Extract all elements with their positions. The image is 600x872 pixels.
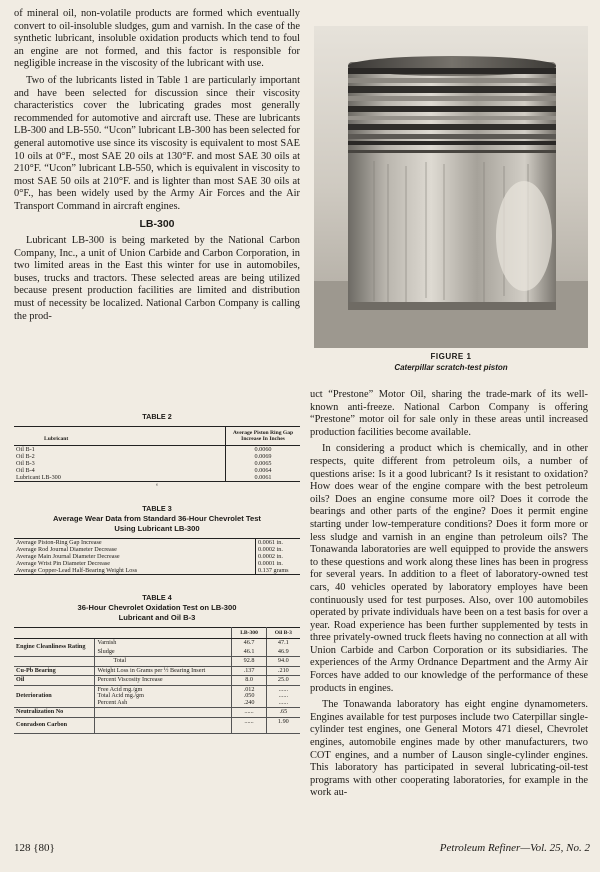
cleanliness-label: Engine Cleanliness Rating — [14, 639, 95, 657]
table-row — [14, 553, 300, 560]
cell-value: 47.1 — [266, 639, 300, 648]
sludge-label: Sludge — [95, 648, 232, 657]
cell-value: 94.0 — [266, 657, 300, 667]
table-row — [14, 676, 300, 686]
piston-illustration — [314, 26, 588, 348]
table-row — [14, 717, 300, 733]
table2-title: TABLE 2 — [142, 412, 172, 421]
cell-value: ...... — [278, 692, 288, 699]
cell-value: .137 — [232, 666, 266, 676]
cell-value: 0.0002 in. — [256, 553, 301, 560]
cell-value: 8.0 — [232, 676, 266, 686]
table4-col-a: LB-300 — [232, 628, 266, 639]
cell-value: 46.1 — [232, 648, 266, 657]
table4 — [14, 627, 300, 734]
deterioration-label: Deterioration — [14, 685, 95, 708]
bearing-label: Cu-Pb Bearing — [14, 666, 95, 676]
cell-value: .050 — [243, 692, 255, 699]
blank-desc — [95, 717, 232, 733]
total-acid-label: Total Acid mg./gm — [97, 692, 144, 699]
journal-citation: Petroleum Refiner—Vol. 25, No. 2 — [439, 842, 590, 854]
cell-value: 0.0060 — [226, 446, 301, 454]
cell-name: Lubricant LB-300 — [16, 474, 61, 481]
cell-value: .210 — [266, 666, 300, 676]
page-number: 128 {80} — [14, 842, 55, 854]
table-row — [14, 666, 300, 676]
blank-label — [14, 657, 95, 667]
table2-col-lubricant: Lubricant — [14, 427, 226, 446]
cell-value: 0.0001 in. — [256, 560, 301, 567]
table4-subtitle: 36-Hour Chevrolet Oxidation Test on LB-300 Lubricant and Oil B-3 — [77, 603, 237, 622]
cell-value: 92.8 — [232, 657, 266, 667]
deterioration-b — [266, 685, 300, 708]
table-row — [14, 539, 300, 547]
table-row — [14, 467, 300, 474]
piston-photo — [314, 26, 588, 348]
tables-block — [14, 412, 300, 734]
cell-name: Average Wrist Pin Diameter Decrease — [16, 560, 111, 567]
cell-name: Average Copper-Lead Half-Bearing Weight Loss — [16, 567, 138, 574]
paragraph: The Tonawanda laboratory has eight engine dynamometers. Engines available for test purposes include two Caterpillar single-cylinder test engines, one General Motors 471 diesel, Chevrolet engines, automobile engines made by other manufacturers, two COT engines, and a number of Lauson single-cylinder engines. This laboratory has participated in several lubricating-oil-test programs with other cooperating laboratories, for example in the work au- — [310, 699, 588, 799]
oil-desc: Percent Viscosity Increase — [95, 676, 232, 686]
table-row — [14, 567, 300, 575]
section-heading: LB-300 — [139, 217, 175, 230]
figure-caption — [314, 352, 588, 372]
cell-value: 0.0065 — [226, 460, 301, 467]
total-label: Total — [95, 657, 232, 667]
figure-title: Caterpillar scratch-test piston — [394, 363, 508, 372]
table2-col-value: Average Piston Ring Gap Increase In Inches — [226, 427, 301, 446]
table-row — [14, 657, 300, 667]
cell-name: Oil B-1 — [16, 446, 35, 453]
free-acid-label: Free Acid mg./gm — [97, 685, 143, 693]
cell-value: .012 — [243, 685, 255, 693]
cell-value: 0.0061 in. — [256, 539, 301, 547]
cell-value: 46.7 — [232, 639, 266, 648]
cell-value: 46.9 — [266, 648, 300, 657]
cell-name: Average Piston-Ring Gap Increase — [16, 539, 102, 546]
oil-label: Oil — [14, 676, 95, 686]
cell-value: .240 — [243, 698, 255, 706]
cell-name: Oil B-4 — [16, 467, 35, 474]
deterioration-a — [232, 685, 266, 708]
bearing-desc: Weight Loss in Grams per ½ Bearing Insert — [95, 666, 232, 676]
table-row — [14, 446, 300, 454]
paragraph: In considering a product which is chemically, and in other respects, quite different from petroleum oils, a number of questions arise: Is it a good lubricant? Is it resistant to oxidation? How does wear of the engine compare with the best petroleum oils? Does an engine consume more oil? Does it corrode the bearings and other parts of the engine? Does it permit engine starting under low-temperature conditions? Does it form more or less sludge and varnish in an engine than petroleum oils? The Tonawanda laboratories are well equipped to provide the answers to these questions and work along these lines has been in progress for several years. In addition to a fleet of laboratory-owned test cars, 40 vehicles operated by laboratory employes have been continuously used for test purposes. Also, over 100 automobiles operated by private individuals have been on a test basis for over a year. Road experience has been further supplemented by tests in three privately-owned truck fleets having no connection at all with Union Carbide and Carbon Corporation or its subsidiaries. The experiences of the Army Ordnance Department and the Army Air Forces have added to our knowledge of the performance of these products in engines. — [310, 443, 588, 694]
deterioration-desc — [95, 685, 232, 708]
cell-value: 0.0061 — [226, 474, 301, 482]
cell-value: .65 — [266, 708, 300, 718]
cell-value: ...... — [232, 708, 266, 718]
cell-value: 25.0 — [266, 676, 300, 686]
table3 — [14, 538, 300, 575]
cell-name: Average Main Journal Diameter Decrease — [16, 553, 120, 560]
table-row — [14, 708, 300, 718]
left-column-text — [14, 8, 300, 327]
table-row — [14, 474, 300, 482]
cell-value: 0.0064 — [226, 467, 301, 474]
paragraph: uct “Prestone” Motor Oil, sharing the trade-mark of its well-known anti-freeze. National Carbon Company is offering “Prestone” motor oil for sale only in these areas until increased production facilities become available. — [310, 389, 588, 438]
separator-mark: ‘ — [156, 482, 158, 492]
cell-name: Oil B-2 — [16, 453, 35, 460]
blank-desc — [95, 708, 232, 718]
table3-title: TABLE 3 — [142, 504, 172, 513]
cell-name: Oil B-3 — [16, 460, 35, 467]
figure-number: FIGURE 1 — [430, 352, 472, 361]
table2 — [14, 426, 300, 482]
right-column-text — [310, 389, 588, 804]
table3-subtitle: Average Wear Data from Standard 36-Hour Chevrolet Test Using Lubricant LB-300 — [53, 514, 261, 533]
table-row — [14, 460, 300, 467]
table4-col-b: Oil B-3 — [266, 628, 300, 639]
cell-name: Average Rod Journal Diameter Decrease — [16, 546, 117, 553]
cell-value: ...... — [278, 698, 288, 706]
neutralization-label: Neutralization No — [14, 708, 95, 718]
cell-value: ...... — [232, 717, 266, 733]
paragraph: Two of the lubricants listed in Table 1 are particularly important and have been selected for discussion since their viscosity characteristics cover the lubricating grades most generally recommended for automotive and aircraft use. These are lubricants LB-300 and LB-550. “Ucon” lubricant LB-300 has been selected for general automotive use since its viscosity is equivalent to most SAE 10 oils at 0°F., most SAE 20 oils at 130°F. and most SAE 30 oils at 210°F. “Ucon” lubricant LB-550, which is equivalent in viscosity to most SAE 50 oils at 210°F. and is lighter than most SAE 30 oils at 0°F., has been widely used by the Army Air Forces and the Air Transport Command in aircraft engines. — [14, 74, 300, 212]
conradson-label: Conradson Carbon — [14, 717, 95, 733]
cell-value: 0.137 grams — [256, 567, 301, 575]
ash-label: Percent Ash — [97, 698, 128, 706]
table4-header-blank — [14, 628, 232, 639]
cell-value: 1.90 — [266, 717, 300, 733]
table4-title: TABLE 4 — [142, 593, 172, 602]
cell-value: 0.0069 — [226, 453, 301, 460]
paragraph: Lubricant LB-300 is being marketed by the National Carbon Company, Inc., a unit of Union Carbide and Carbon Corporation, in two limited areas in the East this winter for use in automobiles, buses, trucks and tractors. These selected areas are being utilized because present production facilities are limited and distribution must of necessity be localized. National Carbon Company is calling the prod- — [14, 235, 300, 322]
paragraph: of mineral oil, non-volatile products are formed which eventually convert to oil-insoluble sludges, gum and varnish. In the case of the synthetic lubricant, insoluble oxidation products which tend to foul an engine are not formed, and this factor is responsible for negligible increase in the viscosity of the lubricant with use. — [14, 8, 300, 70]
table-row — [14, 546, 300, 553]
cell-value: ...... — [278, 685, 288, 693]
table-row — [14, 685, 300, 708]
table-row — [14, 453, 300, 460]
table-row — [14, 560, 300, 567]
varnish-label: Varnish — [95, 639, 232, 648]
table-row — [14, 639, 300, 648]
cell-value: 0.0002 in. — [256, 546, 301, 553]
